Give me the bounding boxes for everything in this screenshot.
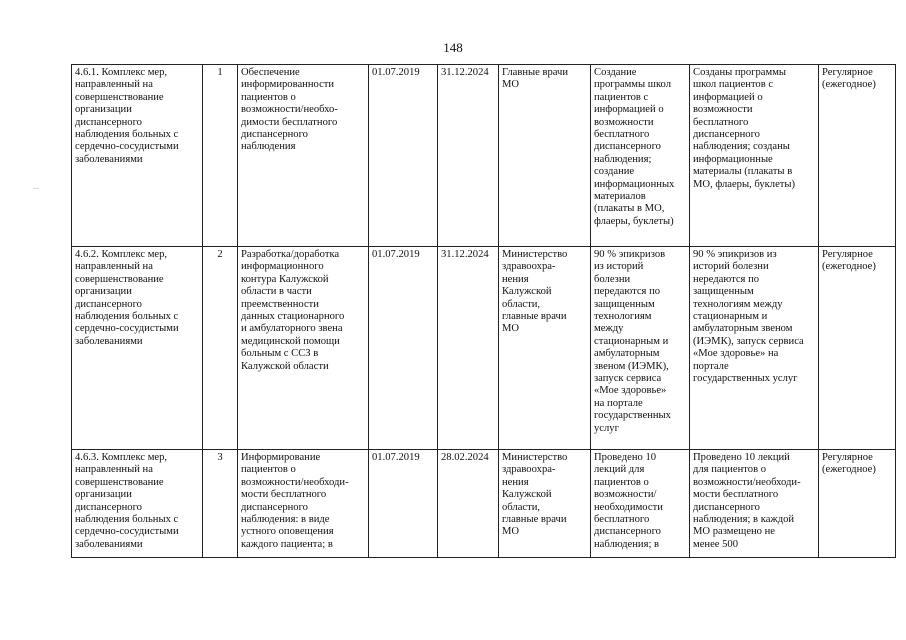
frequency-cell: Регулярное (ежегодное) [819,247,896,450]
end-date-cell: 28.02.2024 [438,450,499,558]
number-cell: 1 [203,65,238,247]
result-cell: Проведено 10 лекций для пациентов о возможности/ необходимости бесплатного диспансерного наблюдения; в [591,450,690,558]
event-cell: Разработка/доработка информационного контура Калужской области в части преемственности данных стационарного и амбулаторного звена медицинской помощи больным с ССЗ в Калужской области [238,247,369,450]
event-cell: Информирование пациентов о возможности/необходи- мости бесплатного диспансерного наблюдения: в виде устного оповещения каждого пациента; в [238,450,369,558]
frequency-cell: Регулярное (ежегодное) [819,65,896,247]
measure-cell: 4.6.2. Комплекс мер, направленный на совершенствование организации диспансерного наблюдения больных с сердечно-сосудистыми заболеваниями [72,247,203,450]
responsible-cell: Министерство здравоохра- нения Калужской области, главные врачи МО [499,247,591,450]
start-date-cell: 01.07.2019 [369,450,438,558]
number-cell: 3 [203,450,238,558]
table-row [72,247,896,450]
responsible-cell: Главные врачи МО [499,65,591,247]
start-date-cell: 01.07.2019 [369,65,438,247]
event-cell: Обеспечение информированности пациентов о возможности/необхо- димости бесплатного диспансерного наблюдения [238,65,369,247]
measure-cell: 4.6.3. Комплекс мер, направленный на совершенствование организации диспансерного наблюдения больных с сердечно-сосудистыми заболеваниями [72,450,203,558]
measure-cell: 4.6.1. Комплекс мер, направленный на совершенствование организации диспансерного наблюдения больных с сердечно-сосудистыми заболеваниями [72,65,203,247]
indicator-cell: Созданы программы школ пациентов с информацией о возможности бесплатного диспансерного наблюдения; созданы информационные материалы (плакаты в МО, флаеры, буклеты) [690,65,819,247]
number-cell: 2 [203,247,238,450]
indicator-cell: Проведено 10 лекций для пациентов о возможности/необходи- мости бесплатного диспансерного наблюдения; в каждой МО размещено не менее 500 [690,450,819,558]
measures-table [71,64,896,558]
table-row [72,450,896,558]
page-number: 148 [443,40,463,55]
table-row [72,65,896,247]
result-cell: 90 % эпикризов из историй болезни передаются по защищенным технологиям между стационарным и амбулаторным звеном (ИЭМК), запуск сервиса «Мое здоровье» на портале государственных услуг [591,247,690,450]
end-date-cell: 31.12.2024 [438,65,499,247]
responsible-cell: Министерство здравоохра- нения Калужской области, главные врачи МО [499,450,591,558]
result-cell: Создание программы школ пациентов с информацией о возможности бесплатного диспансерного наблюдения; создание информационных материалов (плакаты в МО, флаеры, буклеты) [591,65,690,247]
indicator-cell: 90 % эпикризов из историй болезни нередаются по защищенным технологиям между стационарным и амбулаторным звеном (ИЭМК), запуск сервиса «Мое здоровье» на портале государственных услуг [690,247,819,450]
start-date-cell: 01.07.2019 [369,247,438,450]
margin-mark [33,188,39,189]
end-date-cell: 31.12.2024 [438,247,499,450]
frequency-cell: Регулярное (ежегодное) [819,450,896,558]
